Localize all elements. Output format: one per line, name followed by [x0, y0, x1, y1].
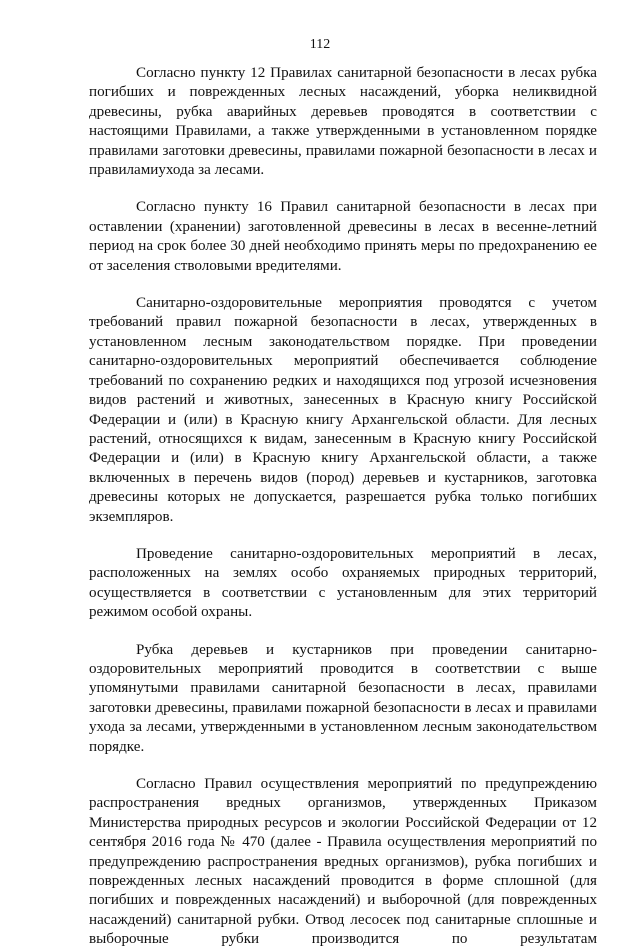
- paragraph-protected-territories: Проведение санитарно-оздоровительных мероприятий в лесах, расположенных на землях особо охраняемых природных территорий, осуществляется в соответствии с установленным для этих территорий режимом особой охраны.: [89, 545, 597, 621]
- page-number: 112: [309, 37, 331, 52]
- document-body: [89, 64, 597, 950]
- paragraph-sanitary-measures-requirements: Санитарно-оздоровительные мероприятия проводятся с учетом требований правил пожарной безопасности в лесах, утвержденных в установленном лесным законодательством порядке. При проведении санитарно-оздоровительных мероприятий обеспечивается соблюдение требований по сохранению редких и находящихся под угрозой исчезновения видов растений и животных, занесенных в Красную книгу Российской Федерации и (или) в Красную книгу Архангельской области. Для лесных растений, относящихся к видам, занесенным в Красную книгу Российской Федерации и (или) в Красную книгу Архангельской области, а также включенных в перечень видов (пород) деревьев и кустарников, заготовка древесины которых не допускается, разрешается рубка только погибших экземпляров.: [89, 295, 597, 525]
- paragraph-felling-rules: Рубка деревьев и кустарников при проведении санитарно-оздоровительных мероприятий проводится в соответствии с выше упомянутыми правилами санитарной безопасности в лесах, правилами заготовки древесины, правилами пожарной безопасности в лесах и правилами ухода за лесами, утвержденными в установленном лесным законодательством порядке.: [89, 641, 597, 755]
- paragraph-sanitary-rules-point-16: Согласно пункту 16 Правил санитарной безопасности в лесах при оставлении (хранении) заготовленной древесины в лесах в весенне-летний период на срок более 30 дней необходимо принять меры по предохранению ее от заселения стволовыми вредителями.: [89, 199, 597, 274]
- paragraph-pest-prevention-rules: Согласно Правил осуществления мероприятий по предупреждению распространения вредных организмов, утвержденных Приказом Министерства природных ресурсов и экологии Российской Федерации от 12 сентября 2016 года № 470 (далее - Правила осуществления мероприятий по предупреждению распространения вредных организмов), рубка погибших и поврежденных лесных насаждений проводится в форме сплошной (для погибших и поврежденных насаждений) и выборочной (для поврежденных насаждений) санитарной рубки. Отвод лесосек под санитарные сплошные и выборочные рубки производится по результатам: [89, 776, 597, 948]
- paragraph-sanitary-rules-point-12: Согласно пункту 12 Правилах санитарной безопасности в лесах рубка погибших и поврежденных лесных насаждений, уборка неликвидной древесины, рубка аварийных деревьев проводятся в соответствии с настоящими Правилами, а также утвержденными в установленном порядке правилами заготовки древесины, правилами пожарной безопасности в лесах и правиламиухода за лесами.: [89, 65, 597, 179]
